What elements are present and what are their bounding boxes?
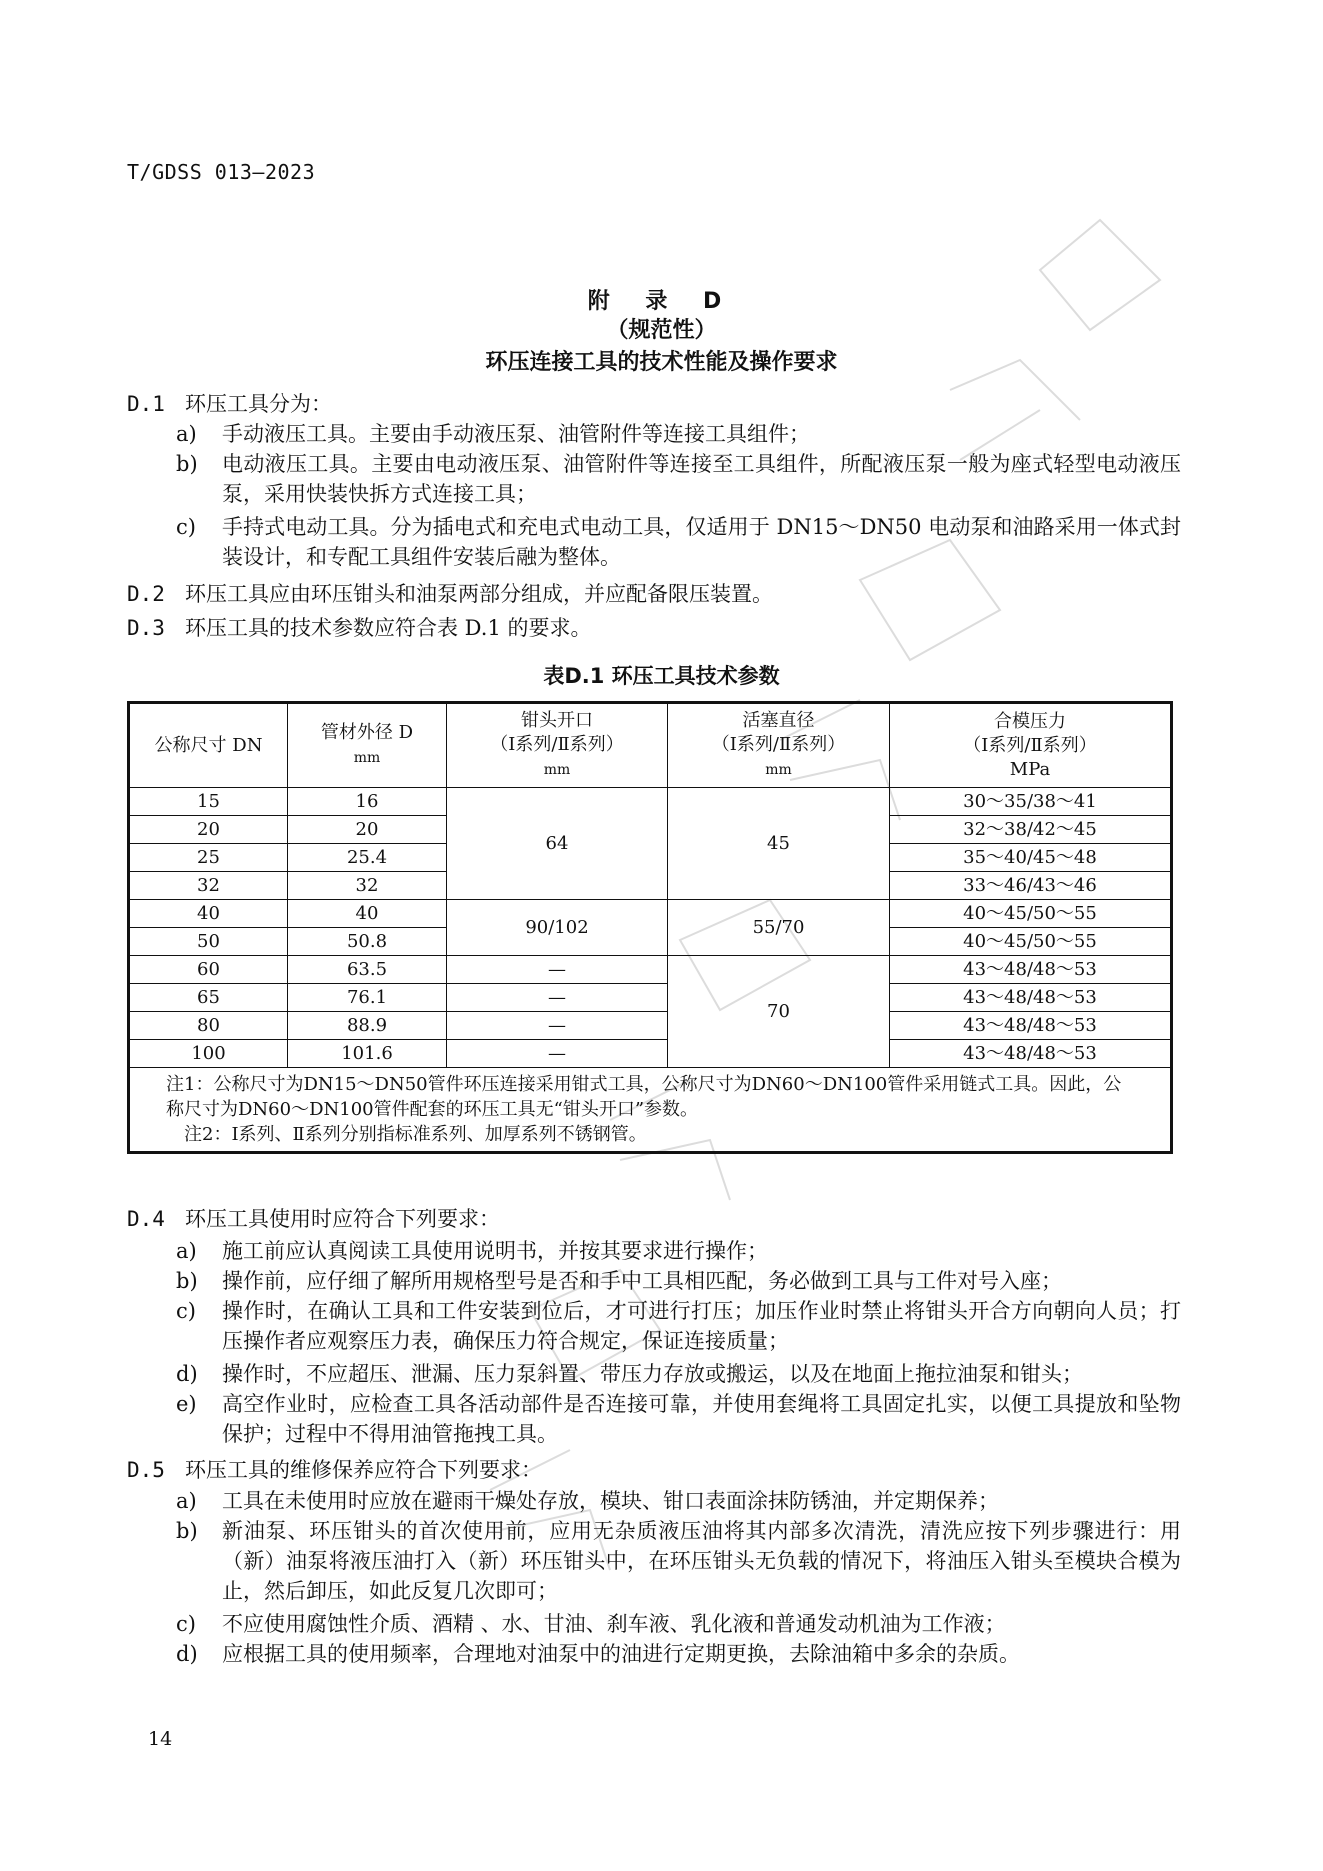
- document-code: T/GDSS 013—2023: [127, 160, 316, 184]
- item-mark: c): [176, 1612, 196, 1636]
- cell-od: 50.8: [288, 928, 447, 956]
- cell-od: 32: [288, 872, 447, 900]
- list-item: [176, 419, 1181, 449]
- cell-dn: 65: [129, 984, 288, 1012]
- list-item: [176, 1359, 1181, 1389]
- cell-jaw: —: [447, 1012, 668, 1040]
- cell-od: 76.1: [288, 984, 447, 1012]
- cell-od: 25.4: [288, 844, 447, 872]
- cell-jaw: —: [447, 1040, 668, 1068]
- clause-number: D.1: [127, 392, 165, 416]
- item-mark: c): [176, 1299, 196, 1323]
- clause-d4: [127, 1203, 500, 1233]
- cell-piston-merged: 45: [668, 788, 890, 900]
- cell-piston-merged: 70: [668, 956, 890, 1068]
- item-text: 操作前，应仔细了解所用规格型号是否和手中工具相匹配，务必做到工具与工件对号入座；: [222, 1269, 1062, 1293]
- item-text: 操作时，在确认工具和工件安装到位后，才可进行打压；加压作业时禁止将钳头开合方向朝向人员；打压操作者应观察压力表，确保压力符合规定，保证连接质量；: [222, 1299, 1181, 1353]
- table-row: [129, 1040, 1172, 1068]
- item-text: 应根据工具的使用频率，合理地对油泵中的油进行定期更换，去除油箱中多余的杂质。: [222, 1642, 1020, 1666]
- appendix-title: 附 录 D: [587, 289, 736, 314]
- clause-number: D.4: [127, 1207, 165, 1231]
- item-text: 新油泵、环压钳头的首次使用前，应用无杂质液压油将其内部多次清洗，清洗应按下列步骤进行：用（新）油泵将液压油打入（新）环压钳头中，在环压钳头无负载的情况下，将油压入钳头至模块合模为止，然后卸压，如此反复几次即可；: [222, 1519, 1181, 1603]
- appendix-subtitle: （规范性）: [606, 318, 717, 343]
- clause-number: D.2: [127, 582, 165, 606]
- cell-od: 20: [288, 816, 447, 844]
- header-dn: 公称尺寸 DN: [129, 703, 288, 788]
- cell-od: 63.5: [288, 956, 447, 984]
- cell-piston-merged: 55/70: [668, 900, 890, 956]
- spec-table: [127, 701, 1173, 1154]
- cell-jaw: —: [447, 956, 668, 984]
- cell-pressure: 40～45/50～55: [890, 928, 1172, 956]
- cell-dn: 100: [129, 1040, 288, 1068]
- item-mark: a): [176, 1489, 197, 1513]
- cell-pressure: 40～45/50～55: [890, 900, 1172, 928]
- item-mark: e): [176, 1392, 197, 1416]
- cell-pressure: 35～40/45～48: [890, 844, 1172, 872]
- item-text: 电动液压工具。主要由电动液压泵、油管附件等连接至工具组件，所配液压泵一般为座式轻型电动液压泵，采用快装快拆方式连接工具；: [222, 452, 1181, 506]
- cell-jaw-merged: 90/102: [447, 900, 668, 956]
- list-item: [176, 1389, 1181, 1449]
- list-item: [176, 449, 1181, 509]
- cell-dn: 50: [129, 928, 288, 956]
- clause-number: D.3: [127, 616, 165, 640]
- item-mark: d): [176, 1362, 198, 1386]
- table-title: 表D.1 环压工具技术参数: [543, 664, 780, 688]
- cell-pressure: 43～48/48～53: [890, 1040, 1172, 1068]
- list-item: [176, 1609, 1181, 1639]
- item-mark: b): [176, 1269, 198, 1293]
- appendix-main-title: 环压连接工具的技术性能及操作要求: [485, 350, 838, 375]
- cell-dn: 80: [129, 1012, 288, 1040]
- cell-od: 101.6: [288, 1040, 447, 1068]
- item-mark: a): [176, 422, 197, 446]
- list-item: [176, 1516, 1181, 1606]
- cell-od: 88.9: [288, 1012, 447, 1040]
- header-piston: 活塞直径 （Ⅰ系列/Ⅱ系列） mm: [668, 703, 890, 788]
- table-row: [129, 788, 1172, 816]
- clause-d5: [127, 1454, 542, 1484]
- table-header-row: [129, 703, 1172, 788]
- clause-d3: [127, 612, 591, 642]
- clause-text: 环压工具使用时应符合下列要求：: [185, 1207, 500, 1231]
- list-item: [176, 512, 1181, 572]
- cell-od: 40: [288, 900, 447, 928]
- item-mark: d): [176, 1642, 198, 1666]
- cell-dn: 40: [129, 900, 288, 928]
- table-notes: [129, 1068, 1172, 1153]
- cell-dn: 20: [129, 816, 288, 844]
- spec-table-wrapper: [127, 701, 1170, 1154]
- list-item: [176, 1236, 1181, 1266]
- page-number: 14: [148, 1728, 173, 1750]
- table-row: [129, 900, 1172, 928]
- clause-text: 环压工具的维修保养应符合下列要求：: [185, 1458, 542, 1482]
- table-row: [129, 956, 1172, 984]
- clause-d2: [127, 578, 773, 608]
- cell-pressure: 43～48/48～53: [890, 956, 1172, 984]
- cell-pressure: 43～48/48～53: [890, 984, 1172, 1012]
- item-text: 手持式电动工具。分为插电式和充电式电动工具，仅适用于 DN15～DN50 电动泵和油路采用一体式封装设计，和专配工具组件安装后融为整体。: [222, 515, 1181, 569]
- cell-pressure: 30～35/38～41: [890, 788, 1172, 816]
- cell-od: 16: [288, 788, 447, 816]
- item-mark: a): [176, 1239, 197, 1263]
- cell-jaw: —: [447, 984, 668, 1012]
- clause-number: D.5: [127, 1458, 165, 1482]
- item-text: 手动液压工具。主要由手动液压泵、油管附件等连接工具组件；: [222, 422, 810, 446]
- cell-pressure: 43～48/48～53: [890, 1012, 1172, 1040]
- header-od: 管材外径 D mm: [288, 703, 447, 788]
- list-item: [176, 1486, 1181, 1516]
- item-text: 操作时，不应超压、泄漏、压力泵斜置、带压力存放或搬运，以及在地面上拖拉油泵和钳头；: [222, 1362, 1083, 1386]
- cell-dn: 15: [129, 788, 288, 816]
- item-mark: b): [176, 1519, 198, 1543]
- clause-text: 环压工具应由环压钳头和油泵两部分组成，并应配备限压装置。: [185, 582, 773, 606]
- clause-text: 环压工具的技术参数应符合表 D.1 的要求。: [185, 616, 592, 640]
- clause-text: 环压工具分为：: [185, 392, 332, 416]
- cell-pressure: 32～38/42～45: [890, 816, 1172, 844]
- header-jaw: 钳头开口 （Ⅰ系列/Ⅱ系列） mm: [447, 703, 668, 788]
- item-mark: b): [176, 452, 198, 476]
- cell-dn: 25: [129, 844, 288, 872]
- item-text: 施工前应认真阅读工具使用说明书，并按其要求进行操作；: [222, 1239, 768, 1263]
- cell-jaw-merged: 64: [447, 788, 668, 900]
- header-pressure: 合模压力 （Ⅰ系列/Ⅱ系列） MPa: [890, 703, 1172, 788]
- table-note-2: 注2：Ⅰ系列、Ⅱ系列分别指标准系列、加厚系列不锈钢管。: [184, 1124, 647, 1145]
- cell-dn: 60: [129, 956, 288, 984]
- item-text: 不应使用腐蚀性介质、酒精 、水、甘油、刹车液、乳化液和普通发动机油为工作液；: [222, 1612, 1006, 1636]
- table-note-1: 注1：公称尺寸为DN15～DN50管件环压连接采用钳式工具，公称尺寸为DN60～DN100管件采用链式工具。因此，公称尺寸为DN60～DN100管件配套的环压工具无“钳头开口”参数。: [166, 1074, 1122, 1120]
- list-item: [176, 1266, 1181, 1296]
- table-notes-row: [129, 1068, 1172, 1153]
- item-text: 高空作业时，应检查工具各活动部件是否连接可靠，并使用套绳将工具固定扎实，以便工具提放和坠物保护；过程中不得用油管拖拽工具。: [222, 1392, 1181, 1446]
- item-mark: c): [176, 515, 196, 539]
- item-text: 工具在未使用时应放在避雨干燥处存放，模块、钳口表面涂抹防锈油，并定期保养；: [222, 1489, 999, 1513]
- list-item: [176, 1639, 1181, 1669]
- list-item: [176, 1296, 1181, 1356]
- cell-pressure: 33～46/43～46: [890, 872, 1172, 900]
- cell-dn: 32: [129, 872, 288, 900]
- table-row: [129, 1012, 1172, 1040]
- clause-d1: [127, 388, 332, 418]
- table-row: [129, 984, 1172, 1012]
